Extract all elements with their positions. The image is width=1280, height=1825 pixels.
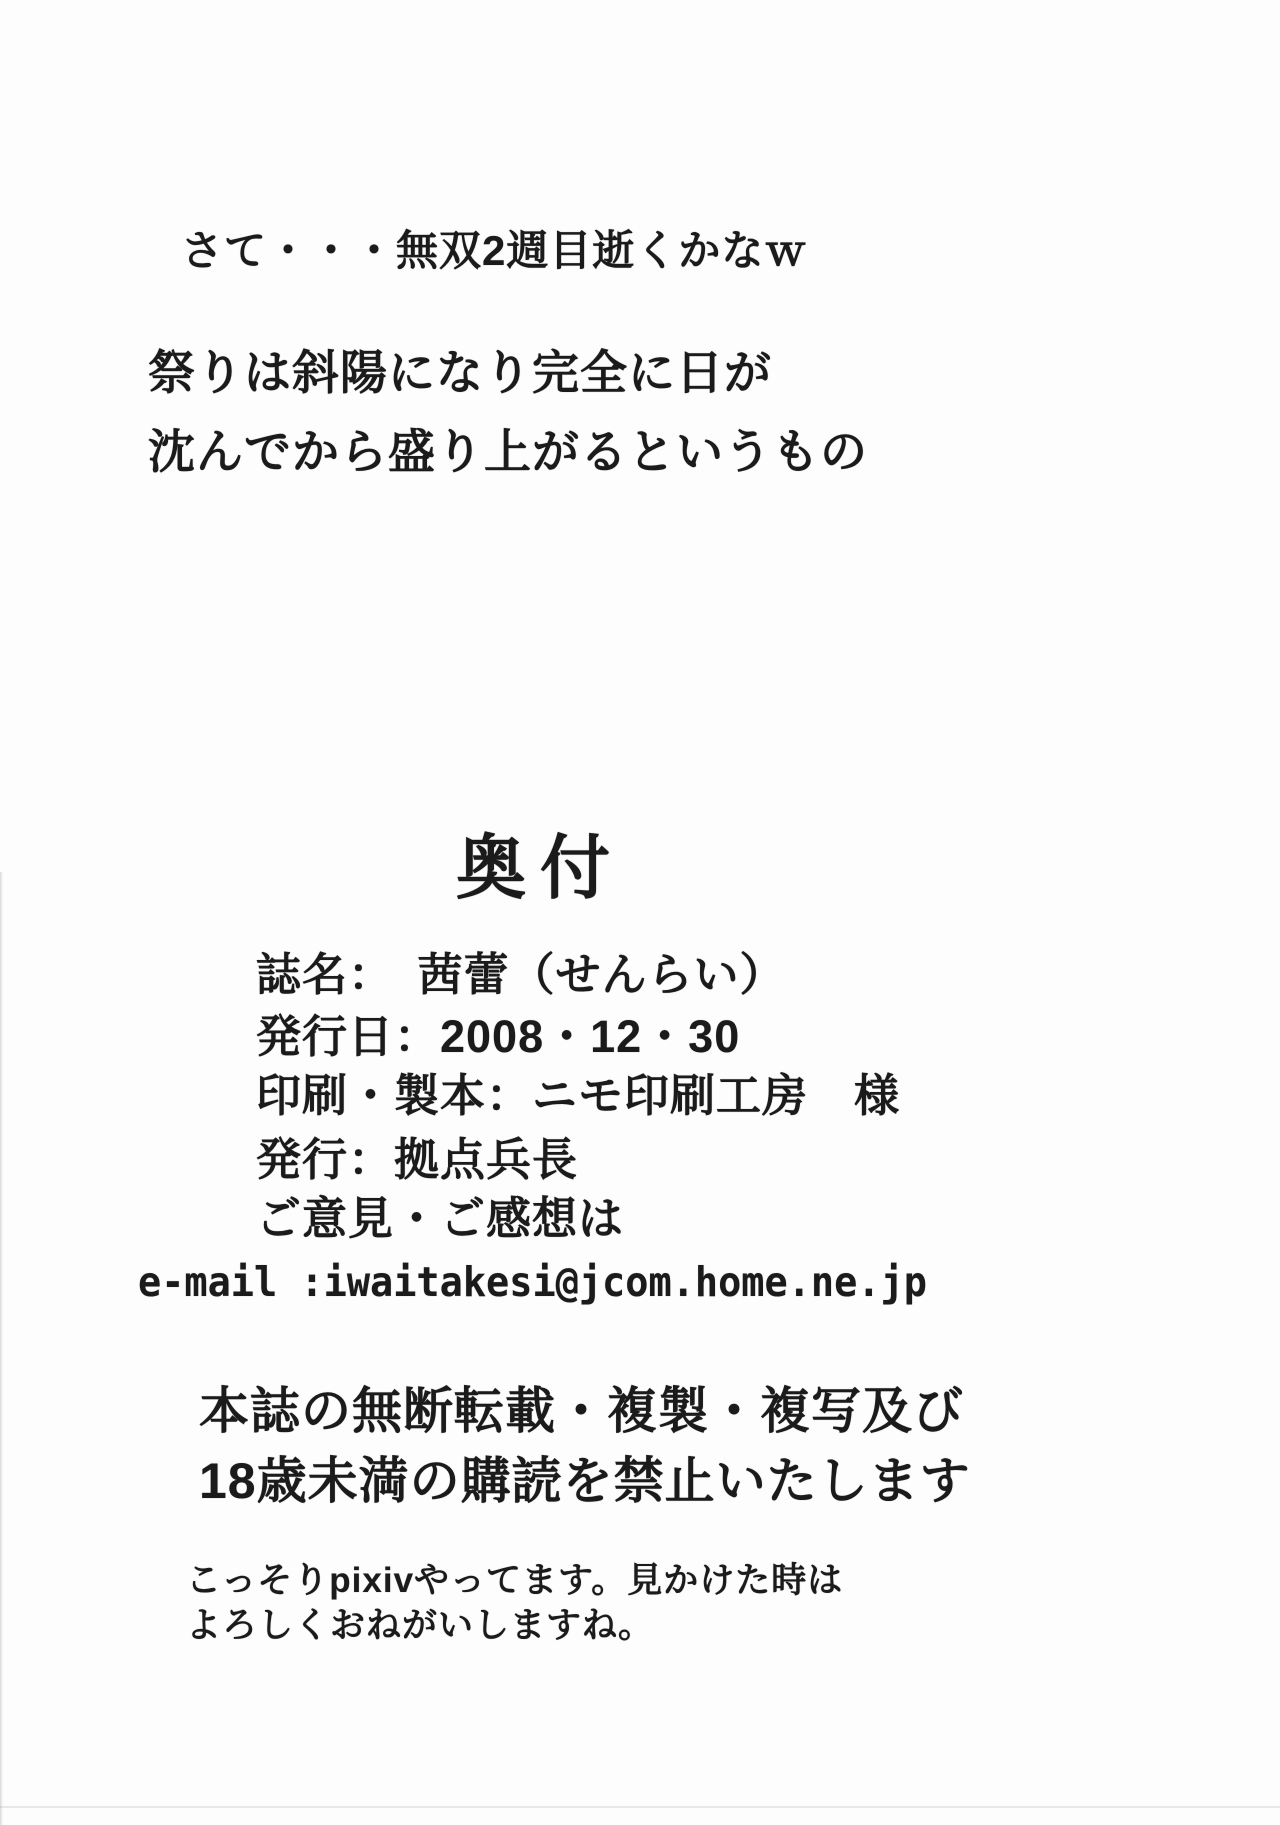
colophon-publisher: 発行：拠点兵長 bbox=[256, 1134, 579, 1185]
author-comment-line: 祭りは斜陽になり完全に日が bbox=[148, 346, 772, 399]
notice-line: 本誌の無断転載・複製・複写及び bbox=[199, 1383, 964, 1439]
author-comment-line: さて・・・無双2週目逝くかなｗ bbox=[181, 227, 808, 274]
colophon-heading: 奥付 bbox=[456, 826, 624, 909]
pixiv-note bbox=[186, 1558, 843, 1648]
pixiv-note-line: こっそりpixivやってます。見かけた時は bbox=[186, 1561, 844, 1600]
colophon-publish-date: 発行日：2008・12・30 bbox=[256, 1011, 741, 1062]
colophon-feedback-label: ご意見・ご感想は bbox=[256, 1193, 625, 1244]
pixiv-note-line: よろしくおねがいしますね。 bbox=[186, 1606, 655, 1645]
reproduction-prohibition-notice bbox=[199, 1376, 971, 1516]
scan-edge-artifact-left bbox=[0, 872, 3, 1825]
colophon-email-address: e-mail :iwaitakesi@jcom.home.ne.jp bbox=[138, 1258, 927, 1306]
colophon-printing-info: 印刷・製本：ニモ印刷工房 様 bbox=[256, 1070, 901, 1121]
author-comment-paragraph bbox=[148, 333, 868, 491]
notice-line: 18歳未満の購読を禁止いたします bbox=[199, 1453, 971, 1509]
scan-edge-artifact-bottom bbox=[0, 1806, 1280, 1808]
colophon-magazine-title: 誌名： 茜蕾（せんらい） bbox=[256, 949, 786, 1000]
author-comment-line: 沈んでから盛り上がるというもの bbox=[148, 425, 868, 478]
